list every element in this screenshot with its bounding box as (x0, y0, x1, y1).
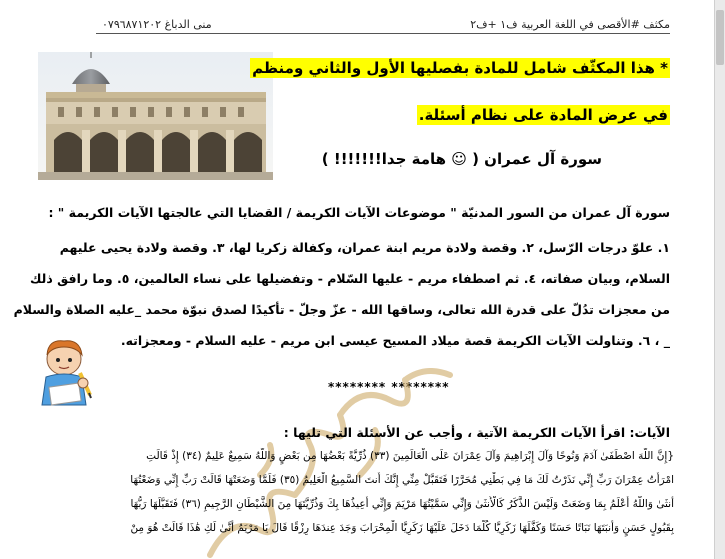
highlight-text-2: في عرض المادة على نظام أسئلة. (418, 106, 668, 124)
verse-line: بِقَبُولٍ حَسَنٍ وَأَنبَتَهَا نَبَاتًا حَسَنًا وَكَفَّلَهَا زَكَرِيَّا كُلَّمَا دَخَلَ عَلَيْهَا زَكَرِيَّا الْمِحْرَابَ وَجَدَ عِندَهَا رِزْقًا قَالَ يَا مَرْيَمُ أَنَّىٰ لَكِ هَٰذَا قَالَتْ هُوَ مِنْ (130, 522, 674, 534)
surah-title: سورة آل عمران ( ☺ هامة جدا!!!!!!! ) (321, 150, 602, 168)
verse-line: امْرَأَتُ عِمْرَانَ رَبِّ إِنِّي نَذَرْتُ لَكَ مَا فِي بَطْنِي مُحَرَّرًا فَتَقَبَّلْ مِنِّي إِنَّكَ أَنتَ السَّمِيعُ الْعَلِيمُ (٣٥) فَلَمَّا وَضَعَتْهَا قَالَتْ رَبِّ إِنِّي وَضَعْتُهَا (130, 474, 674, 486)
vertical-scrollbar[interactable] (714, 0, 725, 559)
verse-line: أُنثَىٰ وَاللَّهُ أَعْلَمُ بِمَا وَضَعَتْ وَلَيْسَ الذَّكَرُ كَالْأُنثَىٰ وَإِنِّي سَمَّيْتُهَا مَرْيَمَ وَإِنِّي أُعِيذُهَا بِكَ وَذُرِّيَّتَهَا مِنَ الشَّيْطَانِ الرَّجِيمِ (٣٦) فَتَقَبَّلَهَا رَبُّهَا (130, 498, 674, 510)
points-paragraph (13, 237, 670, 361)
highlight-line-1 (250, 59, 670, 77)
questions-title: الآيات: اقرأ الآيات الكريمة الآتية ، وأجب عن الأسئلة التي تليها : (283, 425, 670, 440)
highlight-text-1: * هذا المكثّف شامل للمادة بفصليها الأول والثاني ومنظم (252, 59, 668, 77)
scrollbar-thumb[interactable] (716, 10, 724, 65)
point-line: من معجزات تدُلّ على قدرة الله تعالى، وساقها الله - عزّ وجلّ - تأكيدًا لصدق نبوّة محمد _عليه الصلاة والسلام (13, 302, 670, 317)
header-divider (96, 33, 670, 34)
verses-block (54, 448, 674, 544)
separator-stars: ******** ******** (328, 380, 450, 394)
point-line: _ ، ٦. وتناولت الآيات الكريمة قصة ميلاد المسيح عيسى ابن مريم - عليه السلام - ومعجزاته. (120, 333, 670, 348)
header-right-text: مكثف #الأقصى في اللغة العربية ف١ +ف٢ (470, 18, 670, 31)
verse-line: {إِنَّ اللَّهَ اصْطَفَىٰ آدَمَ وَنُوحًا وَآلَ إِبْرَاهِيمَ وَآلَ عِمْرَانَ عَلَى الْعَالَمِينَ (٣٣) ذُرِّيَّةً بَعْضُهَا مِن بَعْضٍ وَاللَّهُ سَمِيعٌ عَلِيمٌ (٣٤) إِذْ قَالَتِ (146, 450, 674, 462)
header-left-text: منى الدباغ ٠٧٩٦٨٧١٢٠٢ (102, 18, 212, 31)
point-line: السلام، وبيان صفاته، ٤. ثم اصطفاء مريم - عليها السّلام - وتفضيلها على نساء العالمين، ٥. وما رافق ذلك (30, 271, 670, 286)
child-writing-cartoon (28, 333, 104, 409)
intro-line: سورة آل عمران من السور المدنيّة " موضوعات الآيات الكريمة / القضايا التي عالجتها الآيات الكريمة " : (48, 205, 670, 220)
point-line: ١. علوّ درجات الرّسل، ٢. وقصة ولادة مريم ابنة عمران، وكفالة زكريا لها، ٣. وقصة ولادة يحيى عليهم (59, 240, 670, 255)
highlight-line-2 (417, 106, 670, 124)
mosque-photo (38, 52, 273, 180)
